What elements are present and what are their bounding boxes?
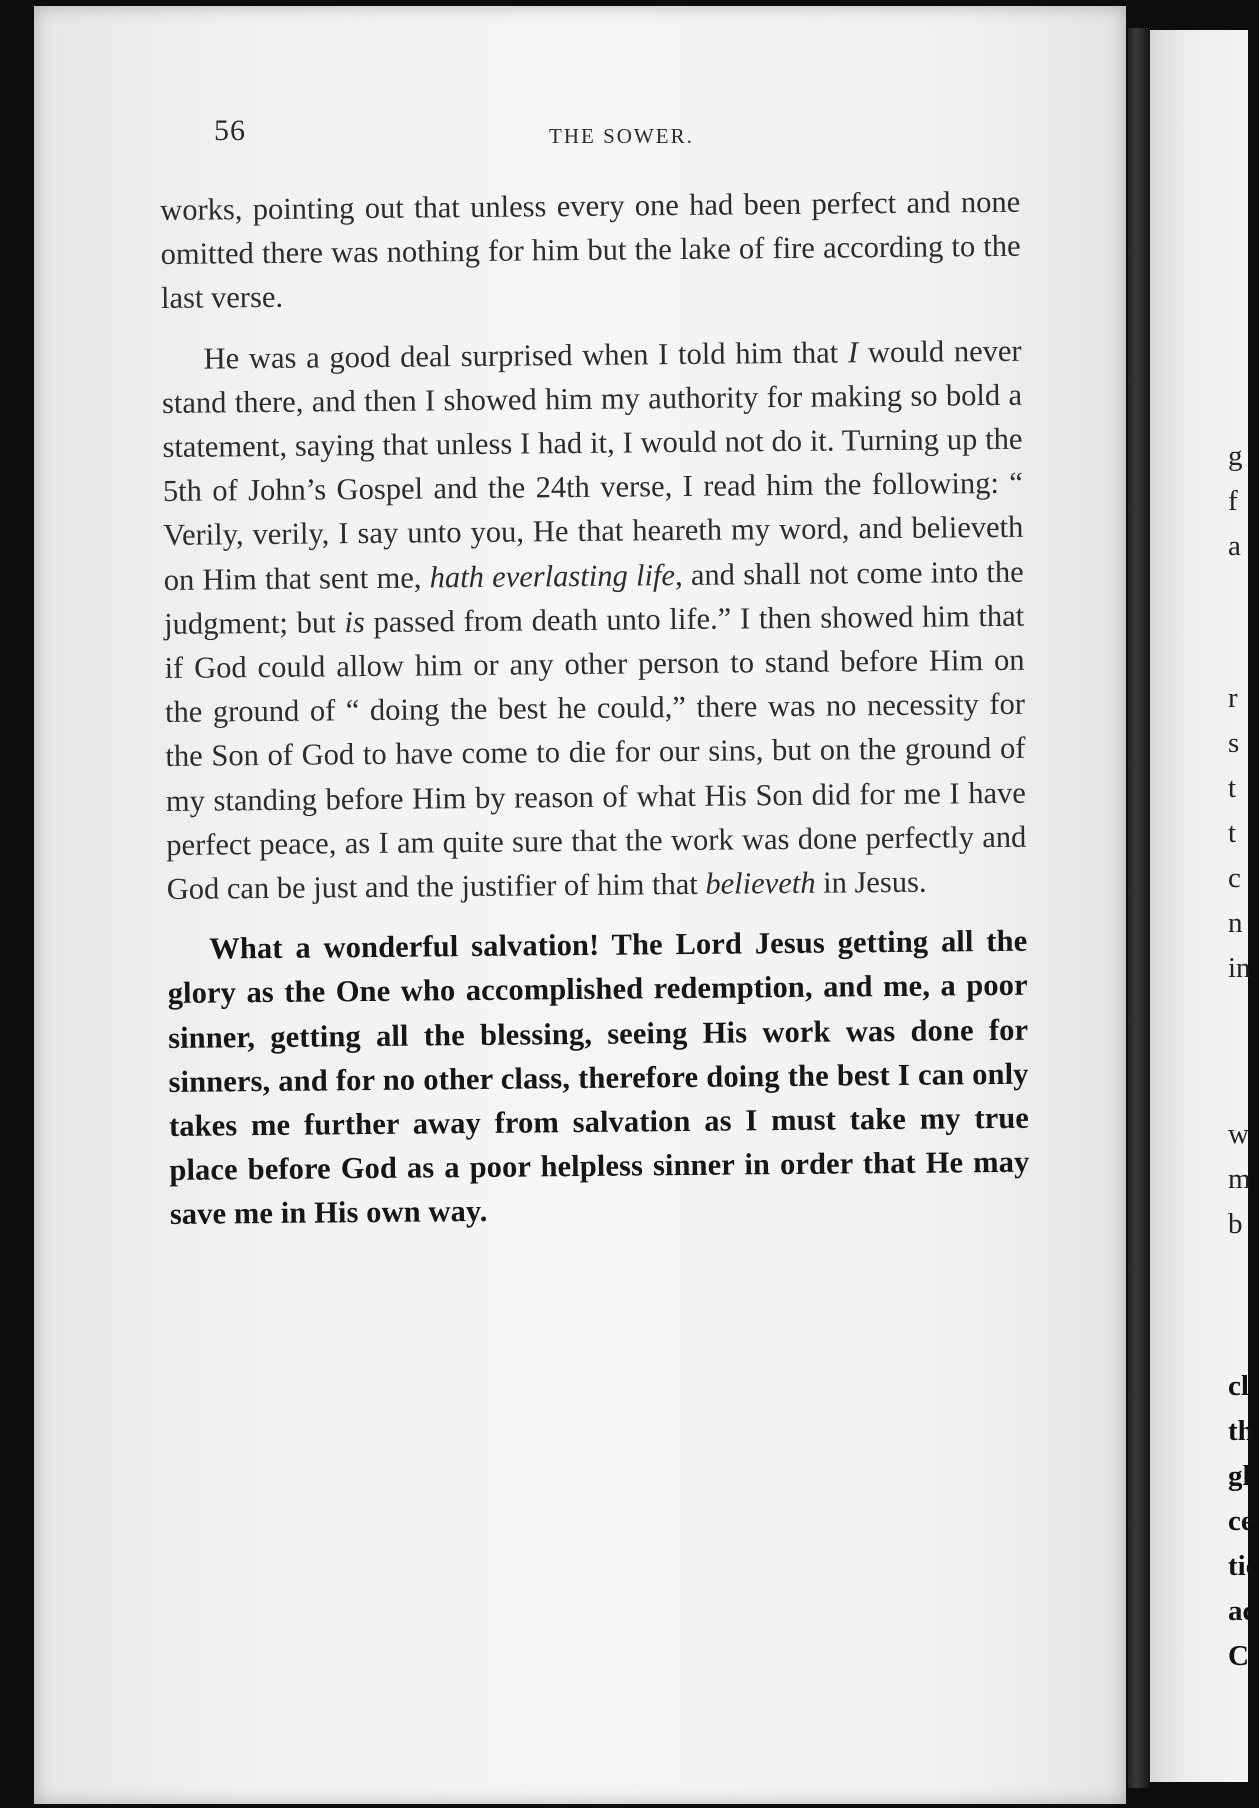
paragraph-2-part: He was a good deal surprised when I told him that — [203, 335, 849, 376]
next-page-fragment: f — [1228, 485, 1238, 517]
paragraph-2-part: , and shall not come into the judgment; but — [164, 554, 1024, 641]
next-page-fragment: cl — [1228, 1370, 1249, 1402]
next-page-fragment: tic — [1228, 1550, 1259, 1582]
next-page-fragment: t — [1228, 817, 1237, 849]
next-page-fragment: w — [1228, 1118, 1249, 1150]
next-page-fragment: c — [1228, 862, 1241, 894]
next-page-fragment: r — [1228, 682, 1238, 714]
page-header — [214, 114, 1074, 154]
next-page-fragment: s — [1228, 727, 1240, 759]
paragraph-2-part: would never stand there, and then I showed him my authority for making so bold a statement, saying that unless I had it, I would not do it. Turning up the 5th of John’s Gospel and the 24th verse, I read him the following: “ Verily, verily, I say unto you, He that heareth my word, and believeth on Him that sent me, — [161, 333, 1024, 597]
paragraph-3: What a wonderful salvation! The Lord Jesus getting all the glory as the One who accomplished redemption, and me, a poor sinner, getting all the blessing, seeing His work was done for sinners, and for no other class, therefore doing the best I can only takes me further away from salvation as I must take my true place before God as a poor helpless sinner in order that He may save me in His own way. — [167, 923, 1030, 1232]
next-page-fragment: gl — [1228, 1460, 1251, 1492]
next-page-fragment: ac — [1228, 1595, 1256, 1627]
paragraph-2 — [161, 328, 1026, 911]
page-number: 56 — [214, 114, 246, 147]
body-text — [160, 180, 1030, 1237]
next-page-fragment: in — [1228, 952, 1251, 984]
paragraph-2-emphasis: hath everlasting life — [429, 557, 676, 595]
paragraph-2-emphasis: believeth — [705, 865, 816, 901]
next-page-fragment: m — [1228, 1163, 1251, 1195]
next-page-fragment: ce — [1228, 1505, 1254, 1537]
book-gutter — [1128, 28, 1150, 1788]
next-page-fragment: C — [1228, 1640, 1249, 1672]
book-page-right-edge — [1150, 30, 1259, 1782]
paragraph-2-emphasis: is — [344, 604, 365, 640]
paragraph-2-part: passed from death unto life.” I then showed him that if God could allow him or any other person to stand before Him on the ground of “ doing the best he could,” there was no necessity for the Son of God to have come to die for our sins, but on the ground of my standing before Him by reason of what His Son did for me I have perfect peace, as I am quite sure that the work was done perfectly and God can be just and the justifier of him that — [164, 598, 1027, 907]
paragraph-1: works, pointing out that unless every one had been perfect and none omitted there was nothing for him but the lake of fire according to the last verse. — [160, 184, 1021, 316]
next-page-fragment: a — [1228, 530, 1241, 562]
next-page-fragment: n — [1228, 907, 1243, 939]
next-page-fragment: b — [1228, 1208, 1243, 1240]
paragraph-2-part: in Jesus. — [815, 864, 927, 900]
next-page-fragment: g — [1228, 440, 1243, 472]
next-page-fragment: t — [1228, 772, 1237, 804]
next-page-fragment: th — [1228, 1415, 1254, 1447]
running-title: THE SOWER. — [549, 124, 694, 148]
paragraph-2-emphasis: I — [847, 334, 859, 370]
